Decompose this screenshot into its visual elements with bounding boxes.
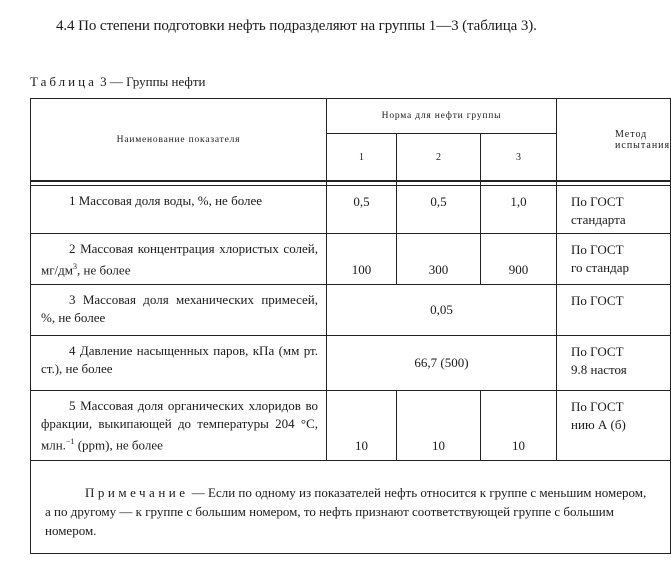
- table-row: [31, 234, 671, 285]
- table-caption: [30, 74, 205, 90]
- row-3-method: По ГОСТ: [557, 285, 671, 336]
- caption-label: Таблица: [30, 74, 97, 89]
- header-indicator-name: Наименование показателя: [31, 99, 327, 182]
- intro-paragraph: 4.4 По степени подготовки нефть подразделяют на группы 1—3 (таблица 3).: [56, 18, 537, 34]
- header-norm: Норма для нефти группы: [327, 99, 557, 134]
- table-note-row: [31, 461, 671, 554]
- header-method: Метод испытания: [557, 99, 671, 182]
- row-5-group-1: 10: [327, 391, 397, 461]
- table-row: [31, 186, 671, 234]
- header-group-2: 2: [397, 134, 481, 182]
- row-2-group-3: 900: [481, 234, 557, 285]
- row-5-group-3: 10: [481, 391, 557, 461]
- row-3-name: 3 Массовая доля механических примесей, %, не более: [31, 285, 327, 336]
- row-4-method: По ГОСТ 9.8 настоя: [557, 336, 671, 391]
- row-1-group-2: 0,5: [397, 186, 481, 234]
- groups-table: [30, 98, 671, 554]
- header-group-1: 1: [327, 134, 397, 182]
- table-row: [31, 391, 671, 461]
- row-4-merged-value: 66,7 (500): [327, 336, 557, 391]
- row-1-group-1: 0,5: [327, 186, 397, 234]
- note-label: Примечание: [85, 485, 189, 500]
- table-note: Примечание — Если по одному из показателей нефть относится к группе с меньшим номером, а по другому — к группе с большим номером, то нефть признают соответствующей группе с большим номером.: [31, 461, 671, 554]
- header-group-3: 3: [481, 134, 557, 182]
- row-3-merged-value: 0,05: [327, 285, 557, 336]
- row-4-name: 4 Давление насыщенных паров, кПа (мм рт. ст.), не более: [31, 336, 327, 391]
- table-row: [31, 285, 671, 336]
- row-2-name: 2 Массовая концентрация хлористых солей, $мг/дм^3$, не более: [31, 234, 327, 285]
- row-1-group-3: 1,0: [481, 186, 557, 234]
- row-5-name: 5 Массовая доля органических хлоридов во фракции, выкипающей до температуры 204 °С, млн.$^{-1}$ (ppm), не более: [31, 391, 327, 461]
- row-5-group-2: 10: [397, 391, 481, 461]
- row-2-group-2: 300: [397, 234, 481, 285]
- row-1-name: 1 Массовая доля воды, %, не более: [31, 186, 327, 234]
- row-5-method: По ГОСТ нию А (б): [557, 391, 671, 461]
- caption-number: 3: [100, 74, 107, 89]
- caption-title: — Группы нефти: [109, 74, 206, 89]
- row-2-group-1: 100: [327, 234, 397, 285]
- row-2-method: По ГОСТ го стандар: [557, 234, 671, 285]
- row-1-method: По ГОСТ стандарта: [557, 186, 671, 234]
- table-row: [31, 336, 671, 391]
